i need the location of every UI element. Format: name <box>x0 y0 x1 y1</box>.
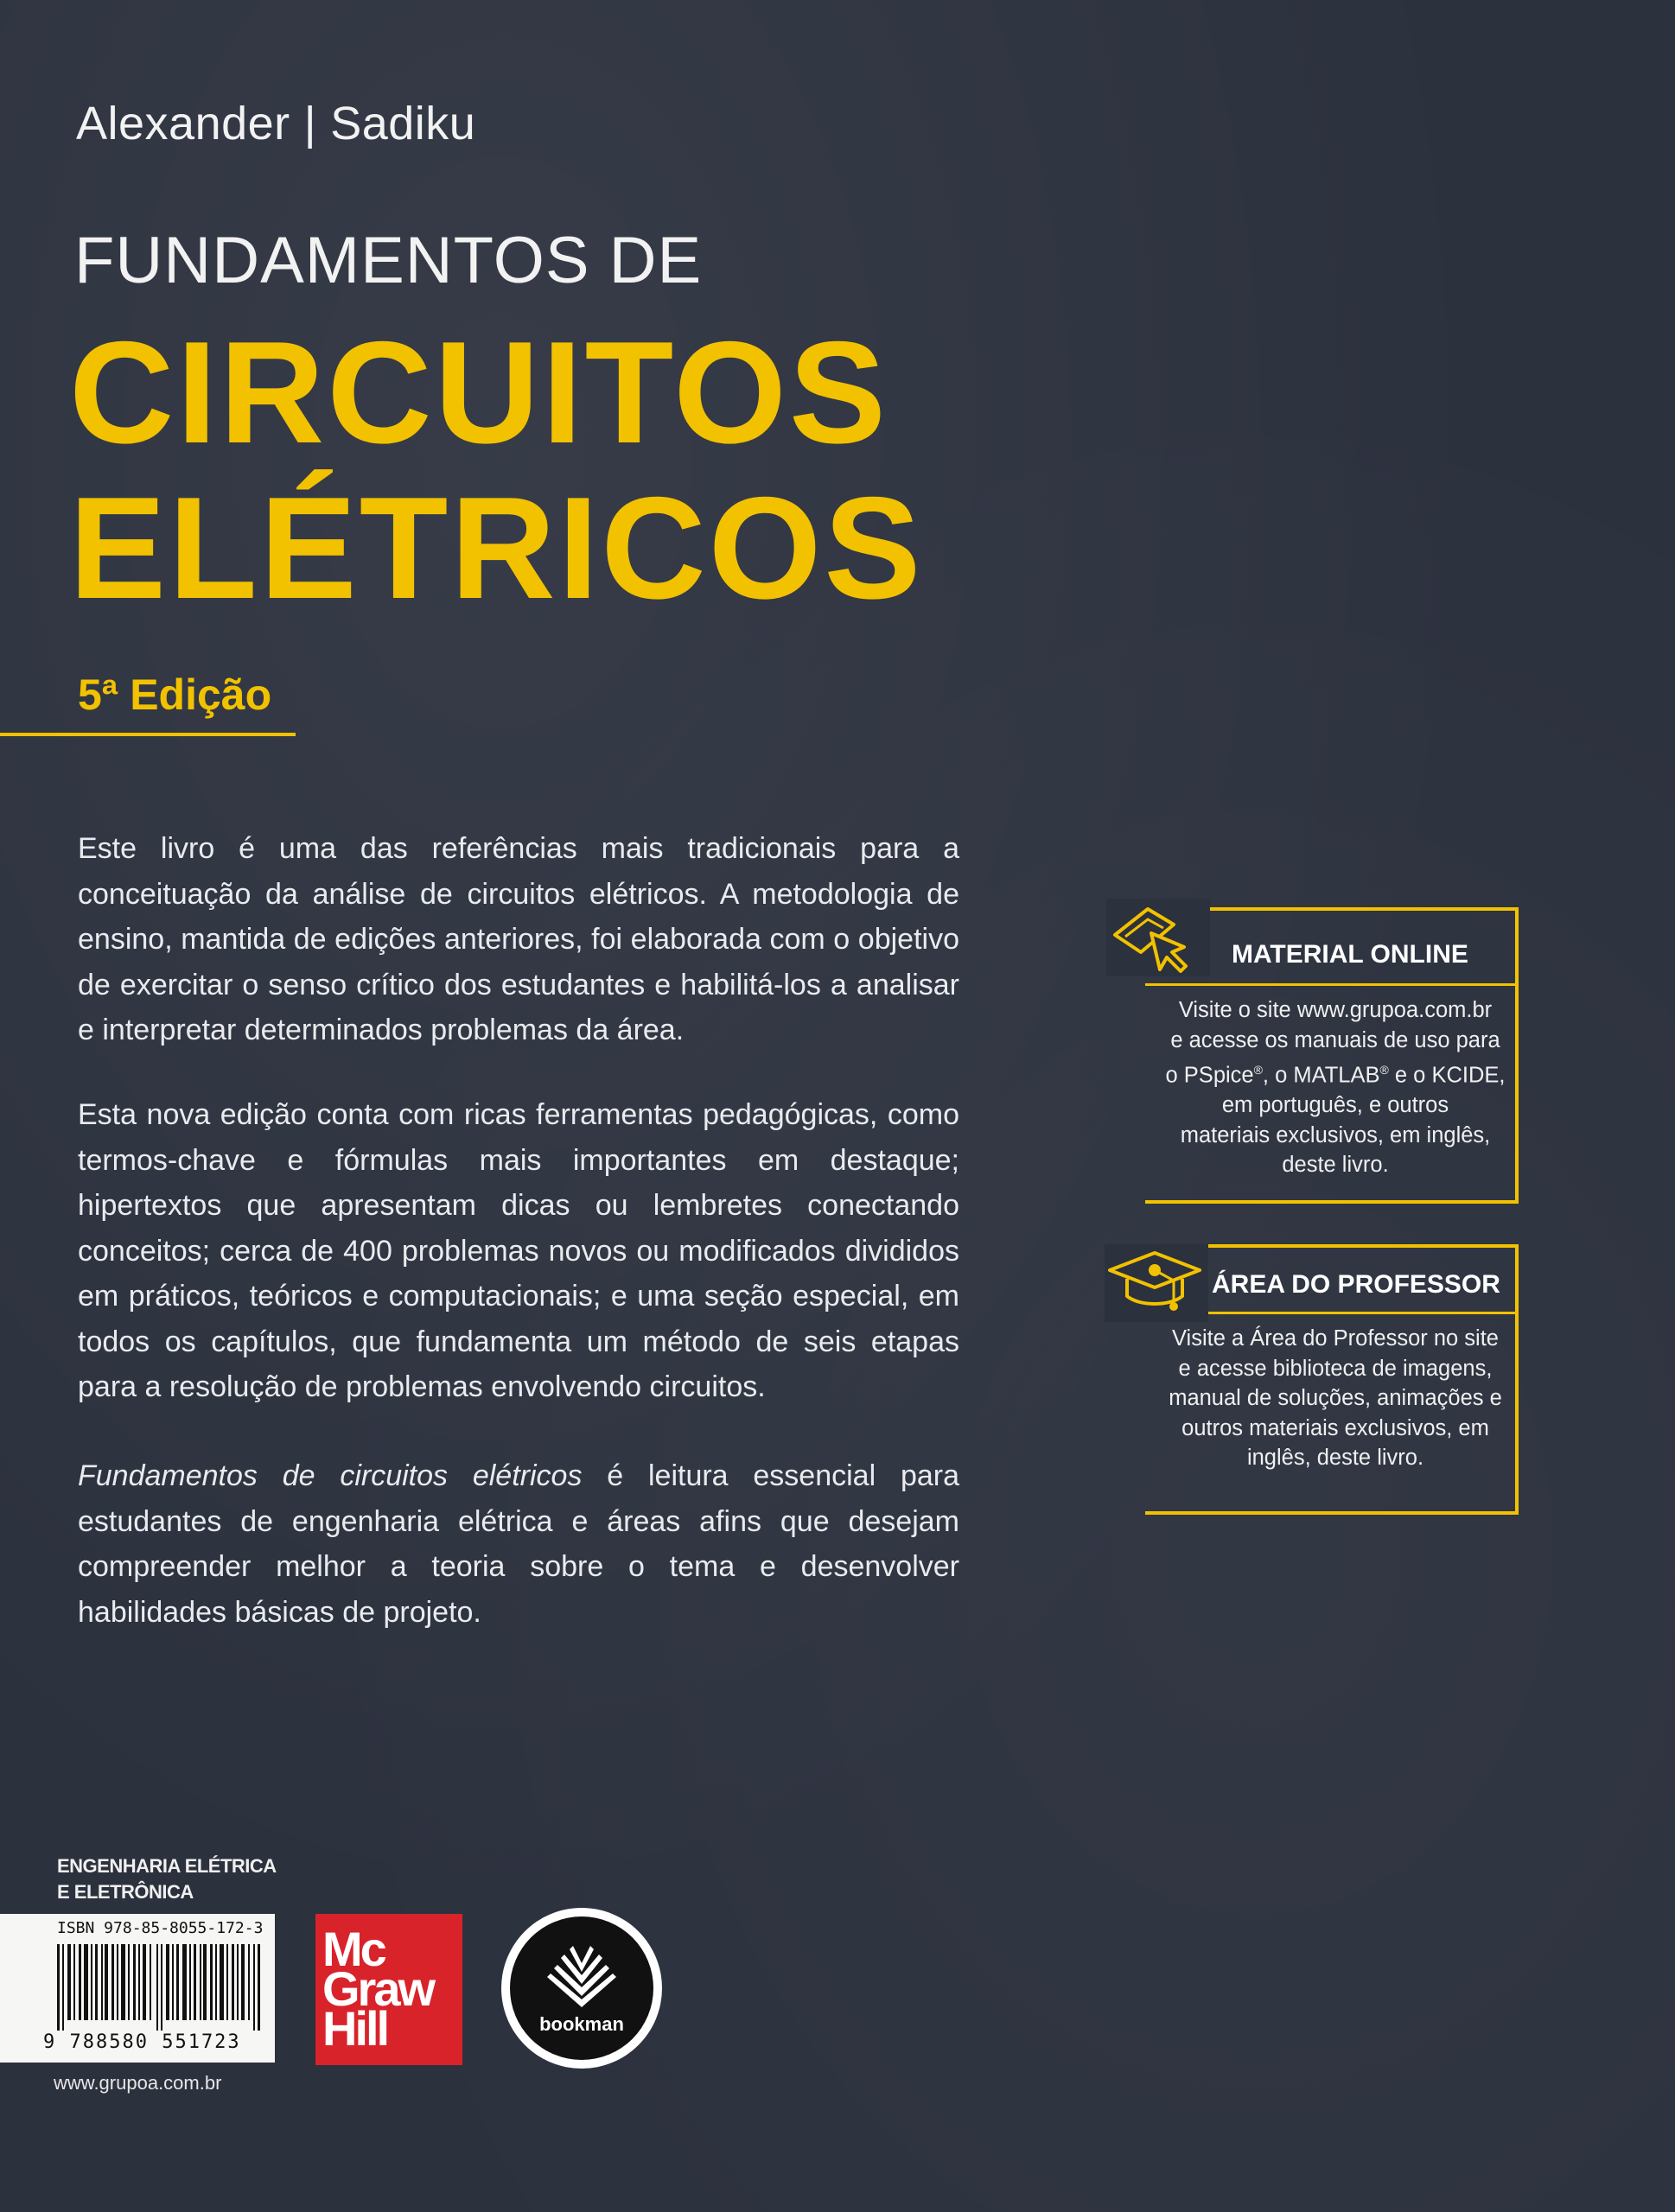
barcode-number: 9 788580 551723 <box>43 2031 241 2053</box>
area-professor-line: inglês, deste livro. <box>1246 1446 1424 1470</box>
authors <box>76 97 475 150</box>
mcgraw-hill-logo <box>315 1914 462 2065</box>
author-1: Alexander <box>76 98 290 149</box>
title-line-1: CIRCUITOS <box>69 311 888 474</box>
category-line-2: E ELETRÔNICA <box>57 1881 194 1903</box>
bookman-logo <box>501 1908 662 2069</box>
material-online-line: em português, e outros <box>1221 1093 1449 1117</box>
website-url: www.grupoa.com.br <box>54 2072 222 2094</box>
graduation-cap-icon <box>1105 1244 1208 1326</box>
material-online-line: o PSpice®, o MATLAB® e o KCIDE, <box>1165 1063 1506 1088</box>
area-professor-line: Visite a Área do Professor no site <box>1172 1326 1499 1351</box>
book-title-italic: Fundamentos de circuitos elétricos <box>78 1459 583 1492</box>
open-book-icon <box>538 1942 625 2012</box>
bookman-wordmark: bookman <box>539 2013 624 2035</box>
category-line-1: ENGENHARIA ELÉTRICA <box>57 1855 277 1877</box>
material-online-divider <box>1145 983 1515 986</box>
author-2: Sadiku <box>330 98 476 149</box>
material-online-line: deste livro. <box>1282 1153 1389 1177</box>
category-label <box>57 1853 277 1905</box>
mcgraw-hill-wordmark: Mc Graw Hill <box>322 1922 434 2056</box>
area-professor-line: e acesse biblioteca de imagens, <box>1178 1356 1493 1381</box>
title-line-2: ELÉTRICOS <box>69 467 924 629</box>
material-online-line: Visite o site www.grupoa.com.br <box>1178 998 1493 1022</box>
material-online-line: e acesse os manuais de uso para <box>1170 1027 1500 1052</box>
barcode <box>57 1944 264 2035</box>
isbn-text: ISBN 978-85-8055-172-3 <box>57 1919 264 1937</box>
area-professor-title: ÁREA DO PROFESSOR <box>1212 1270 1500 1299</box>
material-online-title: MATERIAL ONLINE <box>1232 940 1468 969</box>
material-online-text <box>1154 995 1517 1180</box>
description-paragraph-2: Esta nova edição conta com ricas ferramentas pedagógicas, como termos-chave e fórmulas mais importantes em destaque; hipertextos que apresentam dicas ou lembretes conectando conceitos; cerca de 400 problemas novos ou modificados divididos em práticos, teóricos e computacionais; e uma seção especial, em todos os capítulos, que fundamenta um método de seis etapas para a resolução de problemas envolvendo circuitos. <box>78 1098 959 1403</box>
pre-title: FUNDAMENTOS DE <box>74 224 703 297</box>
material-online-line: materiais exclusivos, em inglês, <box>1180 1122 1491 1147</box>
description-paragraph-1: Este livro é uma das referências mais tradicionais para a conceituação da análise de circuitos elétricos. A metodologia de ensino, mantida de edições anteriores, foi elaborada com o objetivo de exercitar o senso crítico dos estudantes e habilitá-los a analisar e interpretar determinados problemas da área. <box>78 832 959 1046</box>
area-professor-line: manual de soluções, animações e <box>1169 1386 1502 1410</box>
edition-underline <box>0 733 296 736</box>
edition-label: 5ª Edição <box>78 671 272 719</box>
bookman-logo-inner <box>510 1916 653 2060</box>
area-professor-line: outros materiais exclusivos, em <box>1181 1415 1489 1440</box>
description-paragraph-3 <box>78 1453 959 1635</box>
author-separator: | <box>303 98 317 149</box>
area-professor-text <box>1154 1324 1517 1473</box>
paragraph-3-rest: é leitura essencial para estudantes de engenharia elétrica e áreas afins que desejam compreender melhor a teoria sobre o tema e desenvolver habilidades básicas de projeto. <box>78 1459 960 1629</box>
cursor-click-icon <box>1106 899 1210 981</box>
